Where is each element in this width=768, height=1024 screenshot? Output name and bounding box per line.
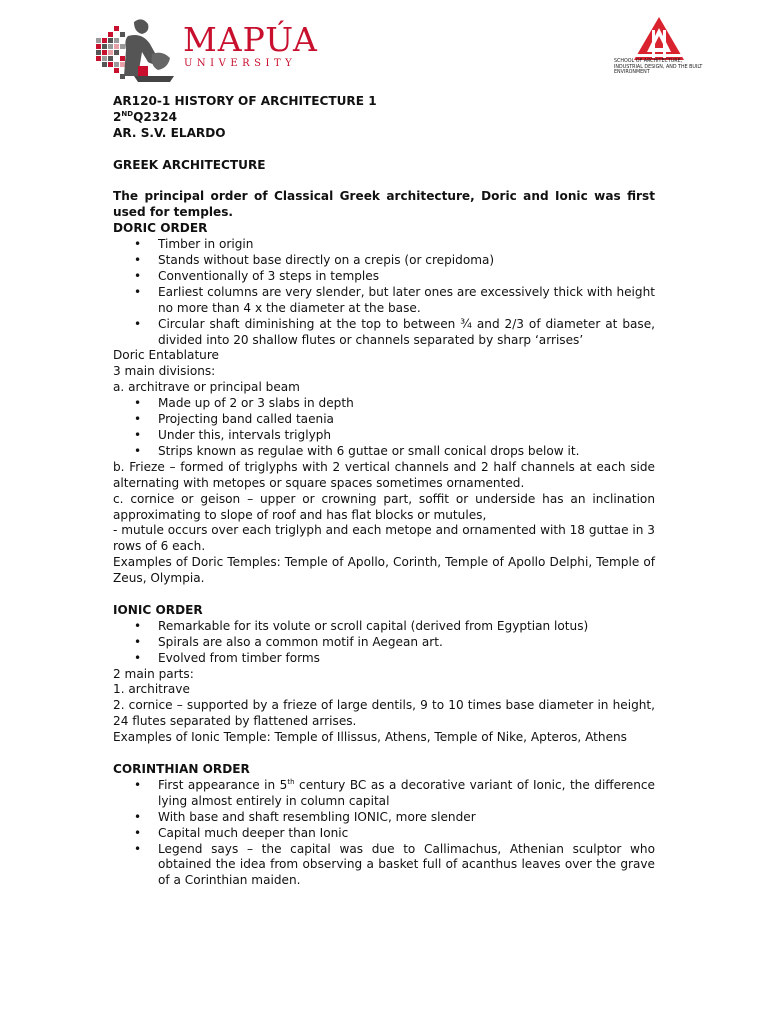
- document-body: [113, 94, 655, 889]
- cornice-paragraph: c. cornice or geison – upper or crowning part, soffit or underside has an inclination approximating to slope of roof and has flat blocks or mutules,: [113, 491, 655, 522]
- list-item: • With base and shaft resembling IONIC, more slender: [113, 810, 655, 826]
- instructor-name: AR. S.V. ELARDO: [113, 125, 226, 140]
- mutule-paragraph: - mutule occurs over each triglyph and each metope and ornamented with 18 guttae in 3 rows of 6 each.: [113, 523, 655, 554]
- list-item: • Earliest columns are very slender, but later ones are excessively thick with height no more than 4 x the diameter at the base.: [113, 285, 655, 317]
- corinthian-heading: CORINTHIAN ORDER: [113, 762, 250, 776]
- frieze-paragraph: b. Frieze – formed of triglyphs with 2 vertical channels and 2 half channels at each side alternating with metopes or square spaces sometimes ornamented.: [113, 459, 655, 490]
- list-item: • Evolved from timber forms: [113, 651, 655, 667]
- list-item: • First appearance in 5th century BC as a decorative variant of Ionic, the difference lying almost entirely in column capital: [113, 778, 655, 810]
- entablature-label: Doric Entablature: [113, 348, 219, 363]
- school-name: SCHOOL OF ARCHITECTURE, INDUSTRIAL DESIGN, AND THE BUILT ENVIRONMENT: [614, 59, 703, 76]
- list-item: • Spirals are also a common motif in Aegean art.: [113, 635, 655, 651]
- ionic-examples: Examples of Ionic Temple: Temple of Illissus, Athens, Temple of Nike, Apteros, Athens: [113, 730, 627, 745]
- ionic-list: [113, 619, 655, 667]
- ionic-architrave: 1. architrave: [113, 682, 190, 697]
- list-item: • Timber in origin: [113, 237, 655, 253]
- corinthian-list: [113, 778, 655, 889]
- ionic-heading: IONIC ORDER: [113, 602, 203, 617]
- architrave-list: [113, 396, 655, 460]
- divisions-label: 3 main divisions:: [113, 364, 216, 379]
- list-item: • Under this, intervals triglyph: [113, 428, 655, 444]
- term-label: 2NDQ2324: [113, 109, 178, 124]
- list-item: • Projecting band called taenia: [113, 412, 655, 428]
- intro-paragraph: The principal order of Classical Greek architecture, Doric and Ionic was first used for temples.: [113, 189, 655, 220]
- ionic-parts-label: 2 main parts:: [113, 666, 194, 681]
- doric-list: [113, 237, 655, 348]
- university-subtitle: UNIVERSITY: [184, 58, 297, 69]
- list-item: • Made up of 2 or 3 slabs in depth: [113, 396, 655, 412]
- list-item: • Strips known as regulae with 6 guttae or small conical drops below it.: [113, 444, 655, 460]
- list-item: • Stands without base directly on a crepis (or crepidoma): [113, 253, 655, 269]
- list-item: • Conventionally of 3 steps in temples: [113, 269, 655, 285]
- list-item: • Legend says – the capital was due to Callimachus, Athenian sculptor who obtained the idea from observing a basket full of acanthus leaves over the grave of a Corinthian maiden.: [113, 842, 655, 890]
- list-item: • Circular shaft diminishing at the top to between ¾ and 2/3 of diameter at base, divided into 20 shallow flutes or channels separated by sharp ‘arrises’: [113, 317, 655, 349]
- doric-heading: DORIC ORDER: [113, 221, 208, 236]
- list-item: • Capital much deeper than Ionic: [113, 826, 655, 842]
- architrave-label: a. architrave or principal beam: [113, 380, 300, 395]
- university-wordmark: MAPÚA: [183, 20, 318, 59]
- list-item: • Remarkable for its volute or scroll capital (derived from Egyptian lotus): [113, 619, 655, 635]
- ionic-cornice: 2. cornice – supported by a frieze of large dentils, 9 to 10 times base diameter in height, 24 flutes separated by flattened arrises.: [113, 698, 655, 729]
- doric-examples: Examples of Doric Temples: Temple of Apollo, Corinth, Temple of Apollo Delphi, Temple of Zeus, Olympia.: [113, 555, 655, 586]
- course-code: AR120-1 HISTORY OF ARCHITECTURE 1: [113, 94, 377, 108]
- document-title: GREEK ARCHITECTURE: [113, 157, 266, 172]
